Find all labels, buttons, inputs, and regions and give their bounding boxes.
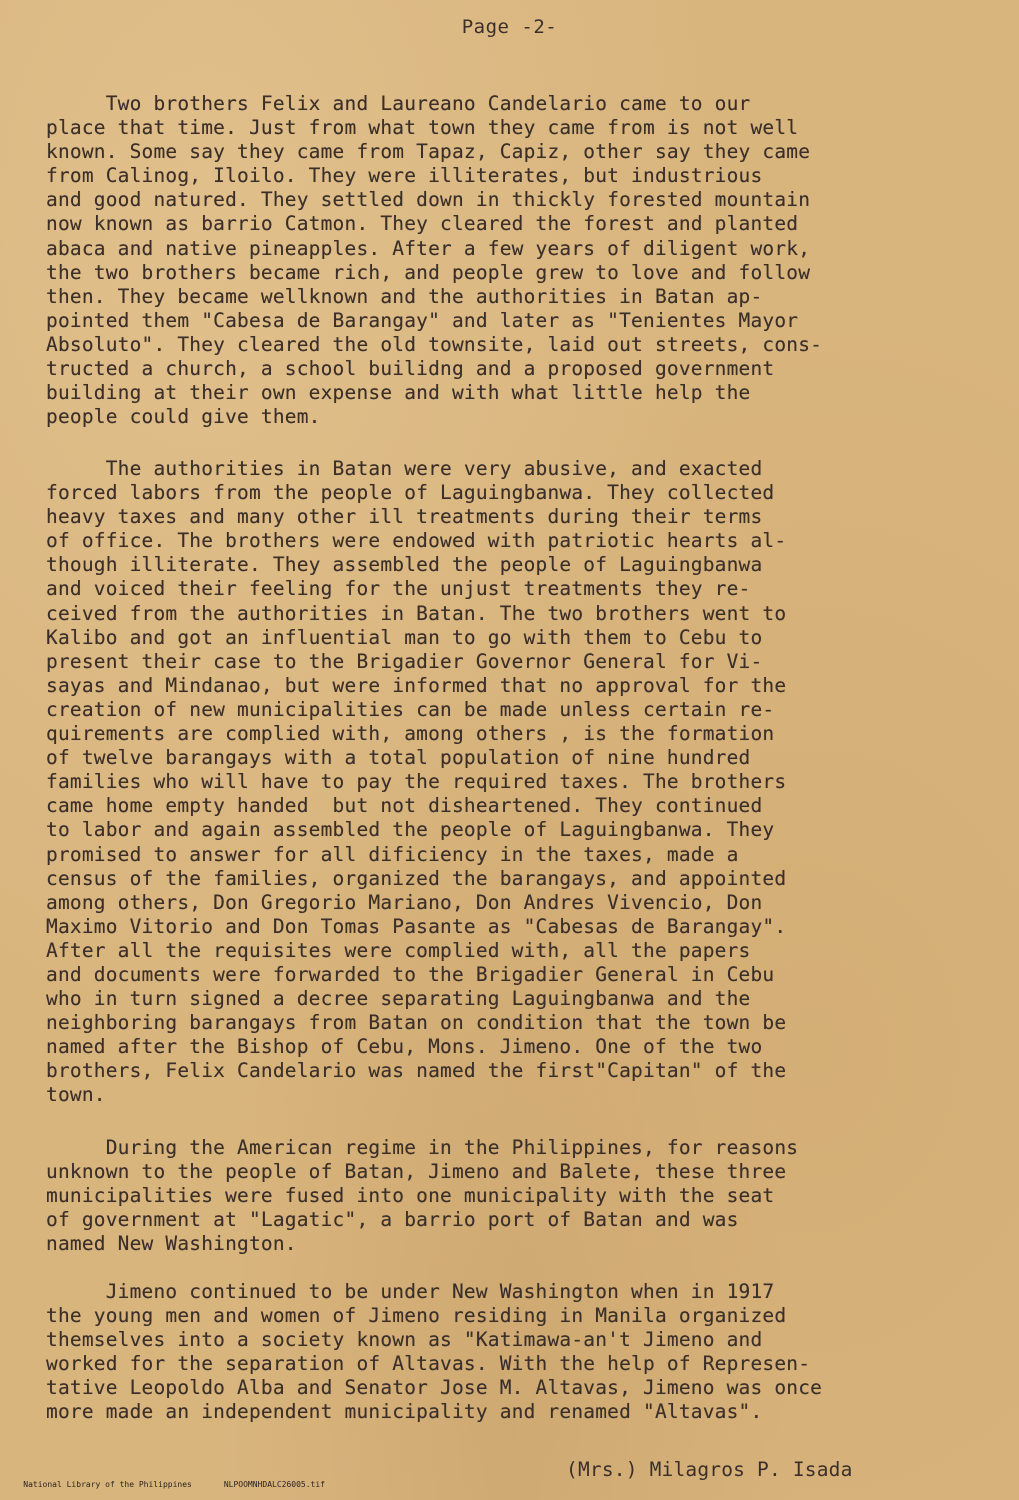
page-number: Page -2- (461, 16, 558, 38)
footer-file-id: NLPOOMNHDALC26005.tif (223, 1480, 325, 1489)
paragraph-4 (46, 1280, 986, 1425)
footer-source: National Library of the Philippines (23, 1480, 192, 1489)
paragraph-text: Two brothers Felix and Laureano Candelario came to our place that time. Just from what town they came from is not well known. Some say they came from Tapaz, Capiz, other say they came from Calinog, Iloilo. They were illiterates, but industrious and good natured. They settled down in thickly forested mountain now known as barrio Catmon. They cleared the forest and planted abaca and native pineapples. After a few years of diligent work, the two brothers became rich, and people grew to love and follow then. They became wellknown and the authorities in Batan ap- pointed them "Cabesa de Barangay" and later as "Tenientes Mayor Absoluto". They cleared the old townsite, laid out streets, cons- tructed a church, a school builidng and a proposed government building at their own expense and with what little help the people could give them. (46, 92, 823, 429)
paragraph-1 (46, 92, 986, 429)
paragraph-2 (46, 457, 986, 1108)
footer (4, 1471, 357, 1498)
paragraph-3 (46, 1136, 986, 1256)
paragraph-text: Jimeno continued to be under New Washington when in 1917 the young men and women of Jimeno residing in Manila organized themselves into a society known as "Katimawa-an't Jimeno and worked for the separation of Altavas. With the help of Represen- tative Leopoldo Alba and Senator Jose M. Altavas, Jimeno was once more made an independent municipality and renamed "Altavas". (46, 1280, 823, 1424)
paragraph-text: The authorities in Batan were very abusive, and exacted forced labors from the people of Laguingbanwa. They collected heavy taxes and many other ill treatments during their terms of office. The brothers were endowed with patriotic hearts al- though illiterate. They assembled the people of Laguingbanwa and voiced their feeling for the unjust treatments they re- ceived from the authorities in Batan. The two brothers went to Kalibo and got an influential man to go with them to Cebu to present their case to the Brigadier Governor General for Vi- sayas and Mindanao, but were informed that no approval for the creation of new municipalities can be made unless certain re- quirements are complied with, among others , is the formation of twelve barangays with a total population of nine hundred families who will have to pay the required taxes. The brothers came home empty handed but not disheartened. They continued to labor and again assembled the people of Laguingbanwa. They promised to answer for all dificiency in the taxes, made a census of the families, organized the barangays, and appointed among others, Don Gregorio Mariano, Don Andres Vivencio, Don Maximo Vitorio and Don Tomas Pasante as "Cabesas de Barangay". After all the requisites were complied with, all the papers and documents were forwarded to the Brigadier General in Cebu who in turn signed a decree separating Laguingbanwa and the neighboring barangays from Batan on condition that the town be named after the Bishop of Cebu, Mons. Jimeno. One of the two brothers, Felix Candelario was named the first"Capitan" of the town. (46, 457, 787, 1107)
signature-line: (Mrs.) Milagros P. Isada (566, 1458, 853, 1481)
paragraph-text: During the American regime in the Philippines, for reasons unknown to the people of Batan, Jimeno and Balete, these three municipalities were fused into one municipality with the seat of government at "Lagatic", a barrio port of Batan and was named New Washington. (46, 1136, 799, 1256)
